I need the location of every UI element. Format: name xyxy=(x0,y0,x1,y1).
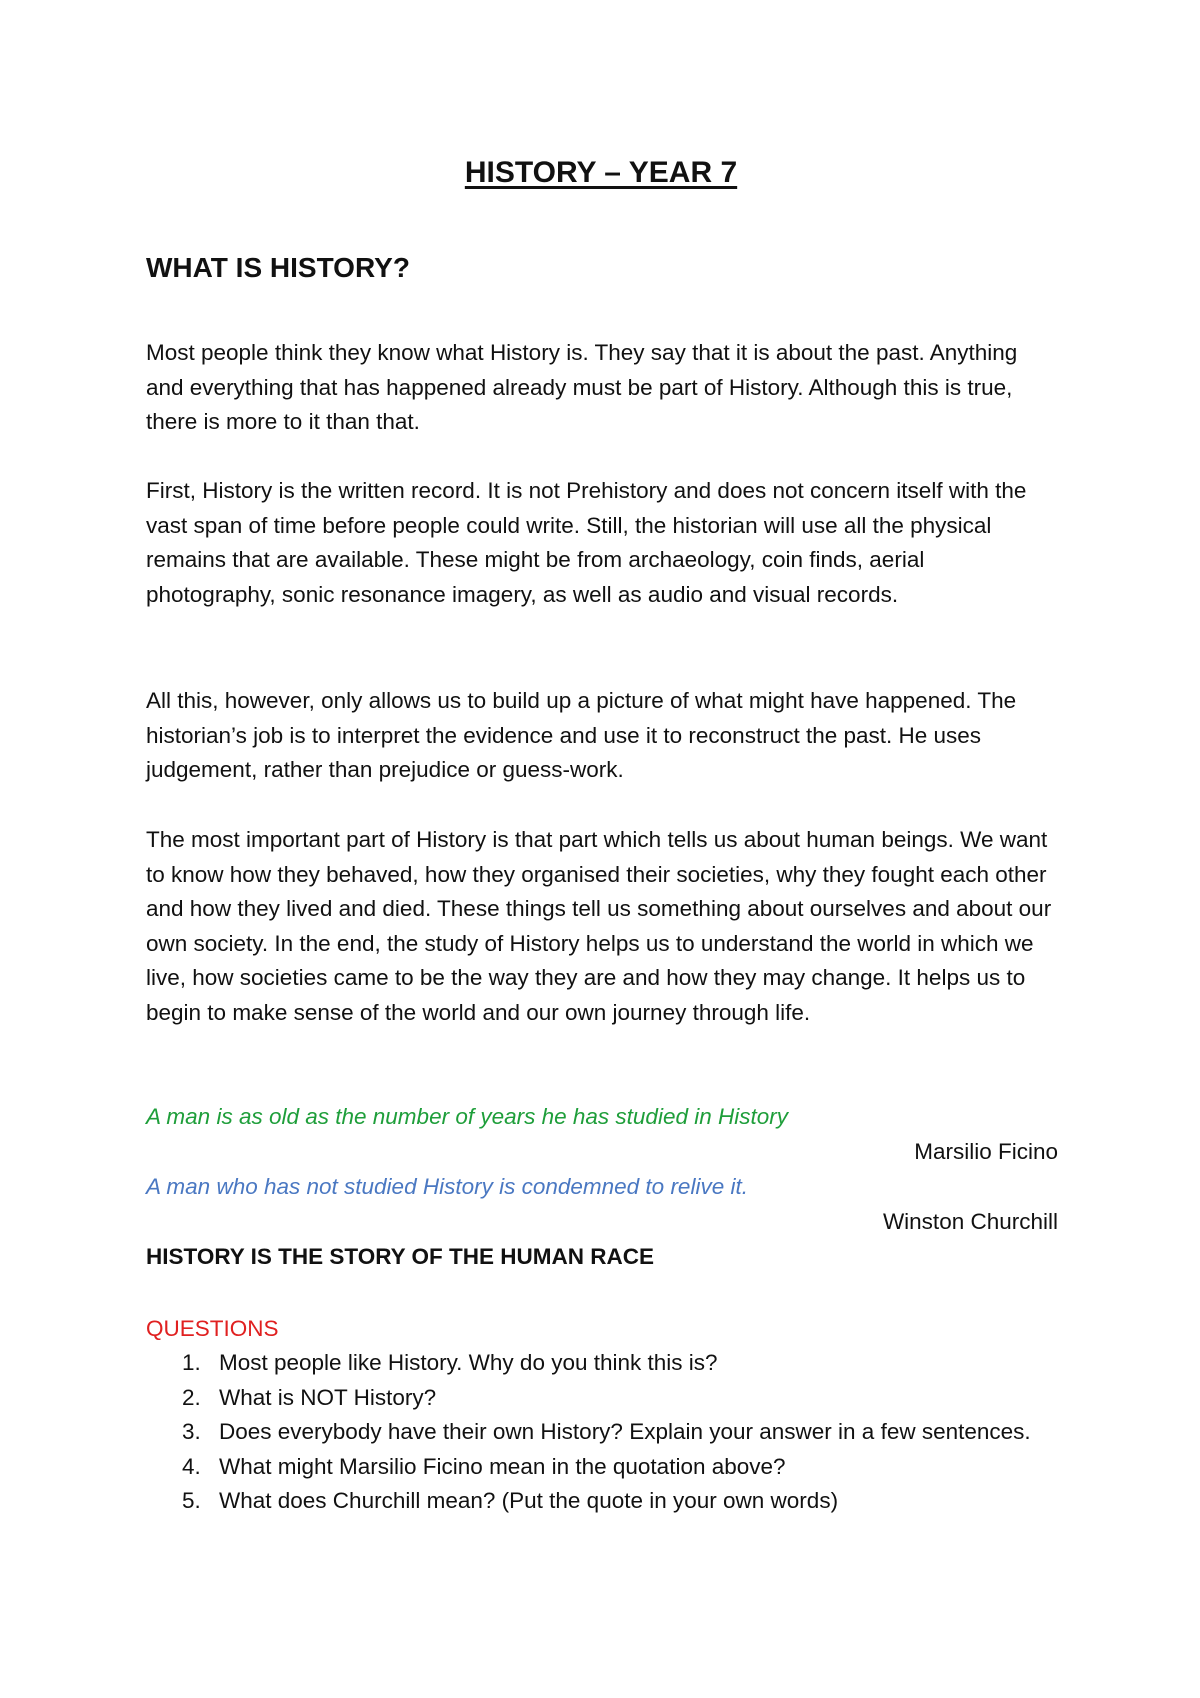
question-text: What does Churchill mean? (Put the quote in your own words) xyxy=(219,1488,839,1514)
document-title: HISTORY – YEAR 7 xyxy=(464,156,738,189)
quote-author-ficino: Marsilio Ficino xyxy=(914,1139,1058,1164)
question-item xyxy=(146,1381,1058,1416)
quote-churchill: A man who has not studied History is condemned to relive it. xyxy=(146,1174,748,1199)
question-text: Does everybody have their own History? Explain your answer in a few sentences. xyxy=(219,1419,1031,1445)
question-item xyxy=(146,1346,1058,1381)
paragraph-human-beings: The most important part of History is that part which tells us about human beings. We want to know how they behaved, how they organised their societies, why they fought each other and how they lived and died. These things tell us something about ourselves and about our own society. In the end, the study of History helps us to understand the world in which we live, how societies came to be the way they are and how they may change. It helps us to begin to make sense of the world and our own journey through life. xyxy=(146,827,1052,1025)
question-number: 1. xyxy=(182,1350,201,1375)
document-page xyxy=(146,0,1058,1698)
question-text: What is NOT History? xyxy=(219,1384,437,1410)
paragraph-interpretation: All this, however, only allows us to build up a picture of what might have happened. The historian’s job is to interpret the evidence and use it to reconstruct the past. He uses judgement, rather than prejudice or guess-work. xyxy=(146,688,1017,783)
question-text: Most people like History. Why do you think this is? xyxy=(219,1350,718,1375)
paragraph-written-record: First, History is the written record. It is not Prehistory and does not concern itself with the vast span of time before people could write. Still, the historian will use all the physical remains that are available. These might be from archaeology, coin finds, aerial photography, sonic resonance imagery, as well as audio and visual records. xyxy=(146,478,1027,607)
story-heading: HISTORY IS THE STORY OF THE HUMAN RACE xyxy=(146,1244,654,1269)
questions-heading: QUESTIONS xyxy=(146,1316,279,1341)
quote-ficino: A man is as old as the number of years he has studied in History xyxy=(146,1104,788,1129)
question-item xyxy=(146,1484,1058,1519)
paragraph-intro: Most people think they know what History is. They say that it is about the past. Anything and everything that has happened already must be part of History. Although this is true, there is more to it than that. xyxy=(146,340,1018,435)
question-item xyxy=(146,1450,1058,1485)
question-number: 2. xyxy=(182,1384,201,1410)
section-heading: WHAT IS HISTORY? xyxy=(146,252,410,283)
questions-list xyxy=(146,1346,1058,1519)
quote-author-churchill: Winston Churchill xyxy=(882,1209,1058,1234)
question-number: 4. xyxy=(182,1453,201,1479)
question-text: What might Marsilio Ficino mean in the quotation above? xyxy=(219,1453,786,1479)
question-item xyxy=(146,1415,1058,1450)
question-number: 3. xyxy=(182,1419,201,1445)
question-number: 5. xyxy=(182,1488,201,1514)
